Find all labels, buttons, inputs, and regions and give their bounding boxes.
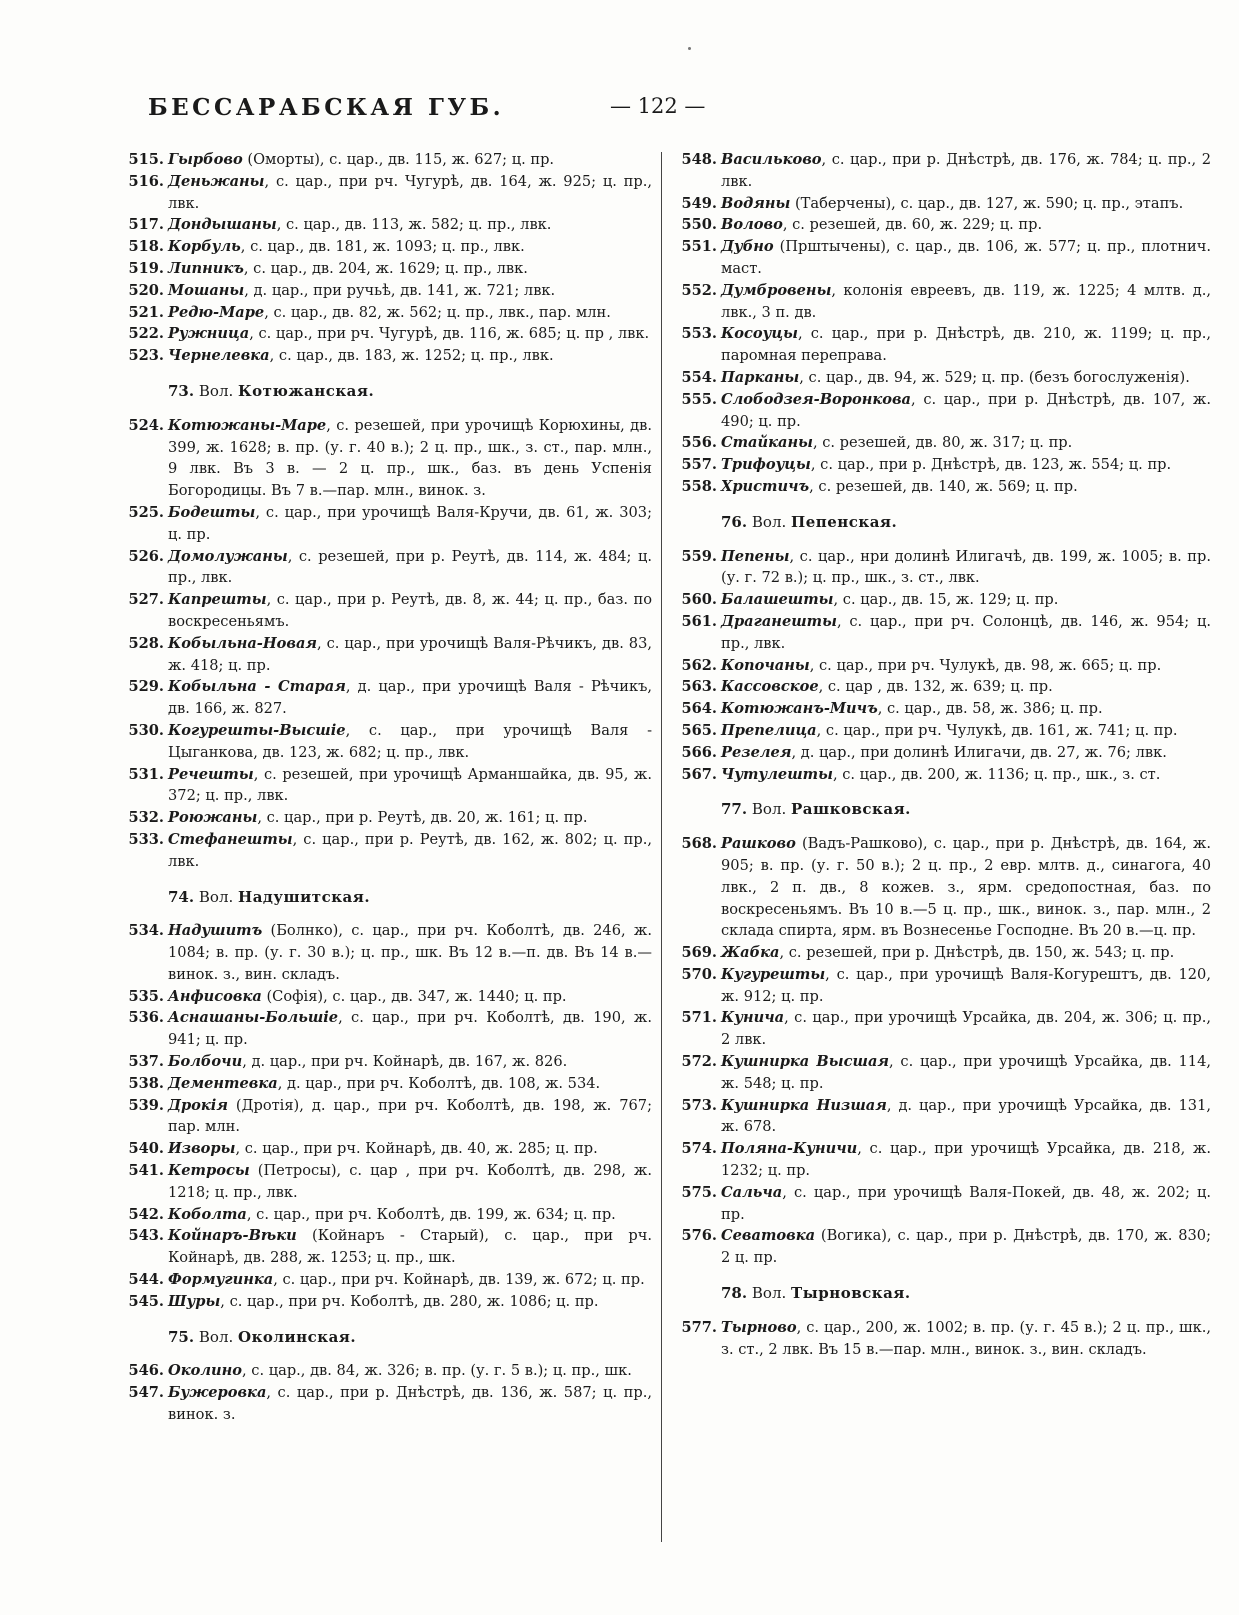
entry-number: 530.	[128, 721, 164, 739]
place-name: Трифоуцы	[721, 456, 811, 474]
entry-number: 519.	[128, 259, 164, 277]
place-name: Рашково	[721, 835, 796, 853]
gazetteer-entry	[677, 764, 1211, 786]
place-name: Роюжаны	[168, 809, 258, 827]
place-name: Дементевка	[168, 1074, 278, 1092]
place-name: Драганешты	[721, 612, 837, 630]
place-name: Христичъ	[721, 477, 810, 495]
entry-number: 568.	[681, 835, 717, 853]
gazetteer-entry	[677, 193, 1211, 215]
gazetteer-entry	[124, 1051, 652, 1073]
gazetteer-entry	[677, 432, 1211, 454]
place-name: Балашешты	[721, 591, 834, 609]
gazetteer-entry	[124, 1007, 652, 1051]
entry-number: 550.	[681, 216, 717, 234]
entry-details: , с. резешей, дв. 80, ж. 317; ц. пр.	[812, 434, 1073, 452]
place-name: Бодешты	[168, 503, 256, 521]
entry-details: , с. цар., при р. Днѣстрѣ, дв. 210, ж. 1199; ц. пр., паромная переправа.	[721, 325, 1211, 365]
entry-details: , с. цар., при урочищѣ Валя-Покей, дв. 48, ж. 202; ц. пр.	[721, 1183, 1211, 1223]
section-heading	[124, 381, 652, 403]
entry-details: , с. цар., при урочищѣ Валя-Рѣчикъ, дв. 83, ж. 418; ц. пр.	[168, 634, 652, 674]
gazetteer-entry	[124, 1291, 652, 1313]
entry-details: , д. цар., при ручьѣ, дв. 141, ж. 721; лвк.	[244, 281, 556, 299]
place-name: Дубно	[721, 238, 774, 256]
entry-details: , с. цар., при р. Днѣстрѣ, дв. 123, ж. 554; ц. пр.	[810, 456, 1172, 474]
entry-number: 570.	[681, 965, 717, 983]
place-name: Дрокія	[168, 1096, 228, 1114]
entry-details: , с. резешей, при урочищѣ Корюхины, дв. 399, ж. 1628; в. пр. (у. г. 40 в.); 2 ц. пр., шк., з. ст., пар. млн., 9 лвк. Въ 3 в. — 2 ц. пр., шк., баз. въ день Успенія Богородицы. Въ 7 в.—пар. млн., винок. з.	[168, 416, 652, 500]
gazetteer-entry	[124, 502, 652, 546]
entry-number: 528.	[128, 634, 164, 652]
entry-details: (Вогика), с. цар., при р. Днѣстрѣ, дв. 170, ж. 830; 2 ц. пр.	[721, 1227, 1211, 1267]
gazetteer-entry	[677, 546, 1211, 590]
running-title: БЕССАРАБСКАЯ ГУБ.	[148, 94, 505, 121]
gazetteer-entry	[124, 1204, 652, 1226]
entry-number: 558.	[681, 477, 717, 495]
entry-number: 552.	[681, 281, 717, 299]
entry-number: 533.	[128, 830, 164, 848]
place-name: Анфисовка	[168, 987, 262, 1005]
entry-details: , с. резешей, при урочищѣ Арманшайка, дв. 95, ж. 372; ц. пр., лвк.	[168, 765, 652, 805]
section-number: 76.	[721, 512, 748, 531]
place-name: Кетросы	[168, 1162, 250, 1180]
place-name: Думбровены	[721, 281, 832, 299]
entry-details: , с. цар., при урочищѣ Урсайка, дв. 114, ж. 548; ц. пр.	[721, 1053, 1211, 1092]
entry-number: 535.	[128, 987, 164, 1005]
gazetteer-entry	[677, 676, 1211, 698]
gazetteer-entry	[677, 655, 1211, 677]
gazetteer-entry	[124, 302, 652, 324]
gazetteer-entry	[124, 236, 652, 258]
section-prefix: Вол.	[751, 800, 787, 819]
entry-number: 522.	[128, 325, 164, 343]
entry-number: 516.	[128, 172, 164, 190]
entry-details: , с. цар., при урочищѣ Урсайка, дв. 204, ж. 306; ц. пр., 2 лвк.	[721, 1009, 1211, 1049]
place-name: Котюжаны-Маре	[168, 416, 327, 434]
entry-number: 543.	[128, 1227, 164, 1245]
entry-details: , д. цар., при долинѣ Илигачи, дв. 27, ж. 76; лвк.	[791, 743, 1167, 761]
section-prefix: Вол.	[751, 512, 787, 531]
place-name: Мошаны	[168, 281, 245, 299]
entry-details: , с. резешей, при р. Реутѣ, дв. 114, ж. 484; ц. пр., лвк.	[168, 547, 652, 587]
gazetteer-entry	[677, 964, 1211, 1008]
place-name: Кобыльна-Новая	[168, 634, 318, 652]
entry-number: 544.	[128, 1271, 164, 1289]
entry-number: 566.	[681, 743, 717, 761]
entry-number: 525.	[128, 503, 164, 521]
entry-details: , д. цар., при рч. Коболтѣ, дв. 108, ж. 534.	[277, 1074, 601, 1092]
gazetteer-entry	[124, 986, 652, 1008]
entry-details: , с. цар., при рч. Койнарѣ, дв. 139, ж. 672; ц. пр.	[273, 1271, 645, 1289]
place-name: Чутулешты	[721, 765, 833, 783]
place-name: Кугурешты	[721, 965, 826, 983]
entry-details: , д. цар., при рч. Койнарѣ, дв. 167, ж. 826.	[242, 1053, 568, 1071]
entry-number: 540.	[128, 1140, 164, 1158]
entry-details: , с. цар., при р. Днѣстрѣ, дв. 176, ж. 784; ц. пр., 2 лвк.	[721, 151, 1211, 190]
entry-details: (Болнко), с. цар., при рч. Коболтѣ, дв. 246, ж. 1084; в. пр. (у. г. 30 в.); ц. пр., шк. Въ 12 в.—п. дв. Въ 14 в.—винок. з., вин. складъ.	[168, 922, 652, 983]
entry-number: 553.	[681, 325, 717, 343]
place-name: Капрешты	[168, 591, 267, 609]
gazetteer-entry	[124, 214, 652, 236]
gazetteer-entry	[677, 698, 1211, 720]
place-name: Копочаны	[721, 656, 810, 674]
entry-number: 577.	[681, 1318, 717, 1336]
entry-number: 569.	[681, 944, 717, 962]
entry-number: 567.	[681, 765, 717, 783]
entry-number: 541.	[128, 1162, 164, 1180]
entry-details: , с. цар., дв. 58, ж. 386; ц. пр.	[877, 700, 1103, 718]
entry-details: , с. резешей, при р. Днѣстрѣ, дв. 150, ж. 543; ц. пр.	[779, 944, 1175, 962]
section-number: 78.	[721, 1284, 748, 1303]
entry-number: 556.	[681, 434, 717, 452]
place-name: Сальча	[721, 1183, 783, 1201]
entry-number: 526.	[128, 547, 164, 565]
place-name: Околино	[168, 1362, 242, 1380]
entry-details: (Прштычены), с. цар., дв. 106, ж. 577; ц. пр., плотнич. маст.	[721, 238, 1211, 277]
entry-details: , с. цар., при рч. Солонцѣ, дв. 146, ж. 954; ц. пр., лвк.	[721, 612, 1211, 652]
gazetteer-entry	[124, 764, 652, 808]
gazetteer-entry	[124, 345, 652, 367]
place-name: Аснашаны-Большіе	[168, 1009, 339, 1027]
gazetteer-entry	[124, 676, 652, 720]
place-name: Резелея	[721, 743, 792, 761]
gazetteer-entry	[677, 720, 1211, 742]
section-number: 73.	[168, 381, 195, 400]
entry-number: 549.	[681, 194, 717, 212]
entry-details: , с. цар., при урочищѣ Валя - Цыганкова, дв. 123, ж. 682; ц. пр., лвк.	[168, 721, 652, 761]
entry-number: 536.	[128, 1009, 164, 1027]
entry-number: 571.	[681, 1009, 717, 1027]
place-name: Слободзея-Воронкова	[721, 390, 912, 408]
entry-number: 521.	[128, 303, 164, 321]
entry-number: 542.	[128, 1205, 164, 1223]
place-name: Речешты	[168, 765, 254, 783]
gazetteer-entry	[677, 1317, 1211, 1361]
gazetteer-entry	[124, 171, 652, 215]
entry-details: , колонія евреевъ, дв. 119, ж. 1225; 4 млтв. д., лвк., 3 п. дв.	[721, 281, 1211, 321]
section-heading	[124, 887, 652, 909]
gazetteer-entry	[677, 149, 1211, 193]
entry-details: (Оморты), с. цар., дв. 115, ж. 627; ц. пр.	[242, 151, 555, 168]
gazetteer-entry	[124, 415, 652, 502]
place-name: Кушнирка Высшая	[721, 1053, 890, 1071]
gazetteer-entry	[124, 280, 652, 302]
entry-number: 565.	[681, 721, 717, 739]
place-name: Коболта	[168, 1205, 247, 1223]
section-name: Околинская.	[238, 1327, 357, 1346]
place-name: Поляна-Куничи	[721, 1140, 858, 1158]
entry-details: , с. цар., дв. 200, ж. 1136; ц. пр., шк., з. ст.	[832, 765, 1161, 783]
entry-details: , с. цар., при рч. Коболтѣ, дв. 190, ж. 941; ц. пр.	[168, 1009, 652, 1049]
entry-number: 515.	[128, 151, 164, 168]
entry-number: 539.	[128, 1096, 164, 1114]
entry-number: 551.	[681, 238, 717, 256]
gazetteer-entry	[677, 454, 1211, 476]
entry-details: , с. цар., дв. 84, ж. 326; в. пр. (у. г. 5 в.); ц. пр., шк.	[242, 1362, 632, 1380]
gazetteer-entry	[677, 1182, 1211, 1226]
entry-details: , с. цар., при р. Днѣстрѣ, дв. 107, ж. 490; ц. пр.	[721, 390, 1211, 430]
entry-details: (Петросы), с. цар , при рч. Коболтѣ, дв. 298, ж. 1218; ц. пр., лвк.	[168, 1162, 652, 1201]
page-header	[0, 94, 1239, 130]
entry-number: 545.	[128, 1292, 164, 1310]
section-heading	[124, 1327, 652, 1349]
section-name: Пепенская.	[791, 512, 898, 531]
gazetteer-entry	[124, 1160, 652, 1204]
page-number: — 122 —	[610, 94, 706, 118]
section-prefix: Вол.	[198, 381, 234, 400]
entry-number: 523.	[128, 347, 164, 365]
entry-details: , с. цар., дв. 15, ж. 129; ц. пр.	[833, 591, 1059, 609]
entry-details: , с. цар., при рч. Чулукѣ, дв. 98, ж. 665; ц. пр.	[809, 656, 1162, 674]
entry-number: 546.	[128, 1362, 164, 1380]
place-name: Стефанешты	[168, 830, 293, 848]
entry-number: 538.	[128, 1074, 164, 1092]
gazetteer-entry	[124, 323, 652, 345]
entry-details: , д. цар., при урочищѣ Валя - Рѣчикъ, дв. 166, ж. 827.	[168, 678, 652, 718]
section-number: 74.	[168, 887, 195, 906]
entry-number: 557.	[681, 456, 717, 474]
entry-details: (Таберчены), с. цар., дв. 127, ж. 590; ц. пр., этапъ.	[790, 194, 1184, 212]
section-number: 75.	[168, 1327, 195, 1346]
section-name: Рашковская.	[791, 800, 911, 819]
entry-details: , с. цар., дв. 94, ж. 529; ц. пр. (безъ богослуженія).	[799, 368, 1190, 386]
entry-details: , с. резешей, дв. 60, ж. 229; ц. пр.	[782, 216, 1043, 234]
entry-details: (Софія), с. цар., дв. 347, ж. 1440; ц. пр.	[261, 987, 567, 1005]
entry-details: (Койнаръ - Старый), с. цар., при рч. Койнарѣ, дв. 288, ж. 1253; ц. пр., шк.	[168, 1227, 652, 1267]
place-name: Кушнирка Низшая	[721, 1096, 887, 1114]
entry-number: 517.	[128, 216, 164, 234]
gazetteer-entry	[124, 1382, 652, 1426]
entry-number: 559.	[681, 547, 717, 565]
left-column	[124, 149, 652, 1426]
entry-number: 537.	[128, 1053, 164, 1071]
gazetteer-entry	[124, 1269, 652, 1291]
entry-details: , с. цар., при рч. Чугурѣ, дв. 116, ж. 685; ц. пр , лвк.	[249, 325, 650, 343]
entry-number: 520.	[128, 281, 164, 299]
entry-details: , с. цар., при урочищѣ Урсайка, дв. 218, ж. 1232; ц. пр.	[721, 1140, 1211, 1180]
entry-number: 575.	[681, 1183, 717, 1201]
place-name: Ружница	[168, 325, 250, 343]
scan-speck	[688, 47, 691, 50]
entry-number: 548.	[681, 151, 717, 168]
entry-details: , с. цар., при рч. Чулукѣ, дв. 161, ж. 741; ц. пр.	[816, 721, 1178, 739]
right-column	[677, 149, 1211, 1360]
entry-number: 529.	[128, 678, 164, 696]
entry-details: , с. цар., нри долинѣ Илигачѣ, дв. 199, ж. 1005; в. пр. (у. г. 72 в.); ц. пр., шк., з. ст., лвк.	[721, 547, 1211, 587]
section-name: Надушитская.	[238, 887, 371, 906]
entry-number: 532.	[128, 809, 164, 827]
section-name: Котюжанская.	[238, 381, 375, 400]
gazetteer-entry	[677, 236, 1211, 280]
entry-details: , с. цар., дв. 183, ж. 1252; ц. пр., лвк.	[269, 347, 554, 365]
column-divider	[661, 152, 662, 1542]
entry-details: , с. цар., при урочищѣ Валя-Кручи, дв. 61, ж. 303; ц. пр.	[168, 503, 652, 543]
place-name: Болбочи	[168, 1053, 243, 1071]
entry-details: , с. цар., при р. Реутѣ, дв. 8, ж. 44; ц. пр., баз. по воскресеньямъ.	[168, 591, 652, 630]
entry-number: 573.	[681, 1096, 717, 1114]
gazetteer-entry	[677, 611, 1211, 655]
entry-number: 527.	[128, 591, 164, 609]
place-name: Стайканы	[721, 434, 813, 452]
place-name: Шуры	[168, 1292, 221, 1310]
place-name: Кобыльна - Старая	[168, 678, 346, 696]
section-heading	[677, 799, 1211, 821]
gazetteer-entry	[677, 942, 1211, 964]
place-name: Редю-Маре	[168, 303, 265, 321]
place-name: Дондышаны	[168, 216, 277, 234]
gazetteer-entry	[677, 476, 1211, 498]
entry-details: , с. цар., дв. 82, ж. 562; ц. пр., лвк., пар. млн.	[264, 303, 611, 321]
entry-number: 534.	[128, 922, 164, 940]
place-name: Домолужаны	[168, 547, 288, 565]
gazetteer-entry	[677, 1225, 1211, 1269]
place-name: Пепены	[721, 547, 790, 565]
gazetteer-entry	[677, 1051, 1211, 1095]
place-name: Кунича	[721, 1009, 785, 1027]
place-name: Бужеровка	[168, 1384, 267, 1402]
gazetteer-entry	[124, 633, 652, 677]
place-name: Надушитъ	[168, 922, 263, 940]
entry-number: 555.	[681, 390, 717, 408]
entry-details: , с. цар., при р. Реутѣ, дв. 20, ж. 161; ц. пр.	[257, 809, 588, 827]
place-name: Препелица	[721, 721, 817, 739]
entry-details: , с. цар., при рч. Койнарѣ, дв. 40, ж. 285; ц. пр.	[235, 1140, 598, 1158]
place-name: Жабка	[721, 944, 780, 962]
place-name: Кассовское	[721, 678, 819, 696]
entry-details: , с. цар., при урочищѣ Валя-Когурештъ, дв. 120, ж. 912; ц. пр.	[721, 965, 1211, 1005]
section-prefix: Вол.	[198, 887, 234, 906]
gazetteer-entry	[124, 829, 652, 873]
gazetteer-entry	[677, 1007, 1211, 1051]
entry-number: 524.	[128, 416, 164, 434]
place-name: Тырново	[721, 1318, 797, 1336]
gazetteer-entry	[677, 323, 1211, 367]
gazetteer-entry	[677, 389, 1211, 433]
section-heading	[677, 512, 1211, 534]
entry-number: 531.	[128, 765, 164, 783]
entry-number: 547.	[128, 1384, 164, 1402]
gazetteer-entry	[124, 1073, 652, 1095]
section-heading	[677, 1283, 1211, 1305]
entry-number: 576.	[681, 1227, 717, 1245]
entry-details: , с. резешей, дв. 140, ж. 569; ц. пр.	[809, 477, 1078, 495]
place-name: Котюжанъ-Мичъ	[721, 700, 878, 718]
place-name: Севатовка	[721, 1227, 816, 1245]
entry-details: , с. цар., дв. 181, ж. 1093; ц. пр., лвк.	[240, 238, 525, 256]
gazetteer-entry	[124, 1225, 652, 1269]
gazetteer-entry	[124, 720, 652, 764]
entry-details: , с. цар., при р. Днѣстрѣ, дв. 136, ж. 587; ц. пр., винок. з.	[168, 1384, 652, 1424]
place-name: Гырбово	[168, 151, 243, 168]
place-name: Васильково	[721, 151, 822, 168]
section-prefix: Вол.	[198, 1327, 234, 1346]
gazetteer-entry	[124, 1095, 652, 1139]
gazetteer-entry	[124, 258, 652, 280]
place-name: Липникъ	[168, 259, 244, 277]
section-number: 77.	[721, 800, 748, 819]
entry-number: 561.	[681, 612, 717, 630]
place-name: Корбуль	[168, 238, 241, 256]
entry-details: , с. цар., при р. Реутѣ, дв. 162, ж. 802; ц. пр., лвк.	[168, 830, 652, 870]
entry-details: , с. цар., при рч. Чугурѣ, дв. 164, ж. 925; ц. пр., лвк.	[168, 172, 652, 212]
gazetteer-entry	[677, 833, 1211, 942]
gazetteer-entry	[124, 546, 652, 590]
entry-number: 574.	[681, 1140, 717, 1158]
gazetteer-entry	[677, 742, 1211, 764]
entry-details: , с. цар., дв. 113, ж. 582; ц. пр., лвк.	[276, 216, 552, 234]
entry-number: 554.	[681, 368, 717, 386]
gazetteer-entry	[677, 1095, 1211, 1139]
section-name: Тырновская.	[791, 1284, 911, 1303]
gazetteer-entry	[677, 367, 1211, 389]
place-name: Чернелевка	[168, 347, 270, 365]
entry-number: 560.	[681, 591, 717, 609]
entry-details: , с. цар , дв. 132, ж. 639; ц. пр.	[818, 678, 1053, 696]
gazetteer-entry	[124, 589, 652, 633]
place-name: Деньжаны	[168, 172, 265, 190]
place-name: Волово	[721, 216, 783, 234]
gazetteer-entry	[124, 807, 652, 829]
place-name: Парканы	[721, 368, 800, 386]
entry-details: , с. цар., при рч. Коболтѣ, дв. 280, ж. 1086; ц. пр.	[220, 1292, 599, 1310]
place-name: Изворы	[168, 1140, 236, 1158]
entry-details: , с. цар., при рч. Коболтѣ, дв. 199, ж. 634; ц. пр.	[246, 1205, 616, 1223]
entry-number: 563.	[681, 678, 717, 696]
gazetteer-entry	[124, 149, 652, 171]
entry-details: , д. цар., при урочищѣ Урсайка, дв. 131, ж. 678.	[721, 1096, 1211, 1136]
place-name: Косоуцы	[721, 325, 798, 343]
entry-details: (Дротія), д. цар., при рч. Коболтѣ, дв. 198, ж. 767; пар. млн.	[168, 1096, 652, 1136]
entry-number: 518.	[128, 238, 164, 256]
section-prefix: Вол.	[751, 1284, 787, 1303]
entry-number: 562.	[681, 656, 717, 674]
place-name: Водяны	[721, 194, 791, 212]
gazetteer-entry	[677, 280, 1211, 324]
gazetteer-entry	[677, 214, 1211, 236]
gazetteer-entry	[677, 589, 1211, 611]
place-name: Формугинка	[168, 1271, 274, 1289]
entry-details: , с. цар., дв. 204, ж. 1629; ц. пр., лвк.	[243, 259, 528, 277]
entry-details: (Вадъ-Рашково), с. цар., при р. Днѣстрѣ, дв. 164, ж. 905; в. пр. (у. г. 50 в.); 2 ц. пр., 2 евр. млтв. д., синагога, 40 лвк., 2 п. дв., 8 кожев. з., ярм. средопостная, баз. по воскресеньямъ. Въ 10 в.—5 ц. пр., шк., винок. з., пар. млн., 2 склада спирта, ярм. въ Вознесенье Господне. Въ 20 в.—ц. пр.	[721, 835, 1211, 940]
gazetteer-entry	[124, 920, 652, 985]
gazetteer-entry	[124, 1138, 652, 1160]
place-name: Койнаръ-Вѣки	[168, 1227, 297, 1245]
entry-number: 564.	[681, 700, 717, 718]
entry-details: , с. цар., 200, ж. 1002; в. пр. (у. г. 45 в.); 2 ц. пр., шк., з. ст., 2 лвк. Въ 15 в.—пар. млн., винок. з., вин. складъ.	[721, 1318, 1211, 1358]
place-name: Когурешты-Высшіе	[168, 721, 346, 739]
gazetteer-entry	[677, 1138, 1211, 1182]
gazetteer-entry	[124, 1360, 652, 1382]
entry-number: 572.	[681, 1053, 717, 1071]
